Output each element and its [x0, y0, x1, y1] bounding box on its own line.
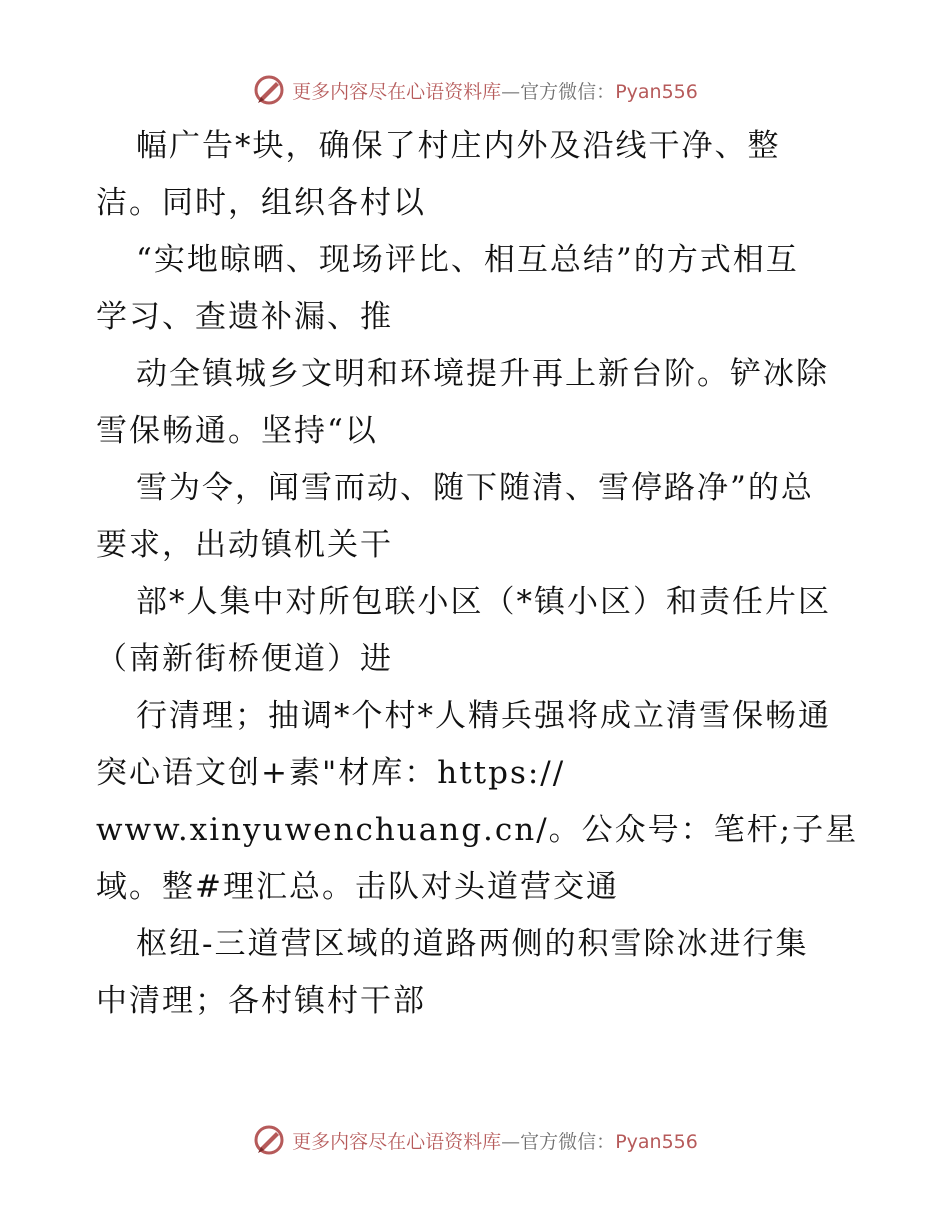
body-text-line: 部*人集中对所包联小区（*镇小区）和责任片区: [136, 584, 831, 620]
body-text-line: 雪为令，闻雪而动、随下随清、雪停路净”的总: [136, 470, 814, 506]
body-text-line: （南新街桥便道）进: [96, 641, 393, 677]
banner-separator: —: [501, 80, 521, 103]
body-text-line: 洁。同时，组织各村以: [96, 185, 426, 221]
body-text-line: 动全镇城乡文明和环境提升再上新台阶。铲冰除: [136, 356, 829, 392]
body-text-line: 学习、查遗补漏、推: [96, 299, 393, 335]
banner-text: [292, 1127, 698, 1154]
body-text-line: 中清理；各村镇村干部: [96, 983, 426, 1019]
banner-separator: —: [501, 1130, 521, 1153]
footer-watermark-banner: [0, 1120, 950, 1160]
header-watermark-banner: [0, 70, 950, 110]
pen-logo-icon: [252, 73, 286, 107]
body-text-line: 要求，出动镇机关干: [96, 527, 393, 563]
banner-site-name: 更多内容尽在心语资料库: [292, 1130, 502, 1153]
pen-logo-icon: [252, 1123, 286, 1157]
body-text-line: 幅广告*块，确保了村庄内外及沿线干净、整: [136, 128, 781, 164]
banner-text: [292, 77, 698, 104]
body-text-line: 突心语文创+素"材库：https://: [96, 755, 566, 791]
body-text-line: 雪保畅通。坚持“以: [96, 413, 378, 449]
body-text-line: 域。整#理汇总。击队对头道营交通: [96, 869, 619, 905]
document-body: [96, 118, 876, 1030]
body-text-line: 行清理；抽调*个村*人精兵强将成立清雪保畅通: [136, 698, 831, 734]
banner-wechat-label: 官方微信：: [520, 80, 616, 103]
banner-wechat-id: Pyan556: [615, 1130, 698, 1153]
banner-site-name: 更多内容尽在心语资料库: [292, 80, 502, 103]
body-text-line: www.xinyuwenchuang.cn/。公众号：笔杆;子星: [96, 812, 859, 848]
body-text-line: “实地晾晒、现场评比、相互总结”的方式相互: [136, 242, 799, 278]
banner-wechat-id: Pyan556: [615, 80, 698, 103]
banner-wechat-label: 官方微信：: [520, 1130, 616, 1153]
body-text-line: 枢纽-三道营区域的道路两侧的积雪除冰进行集: [136, 926, 809, 962]
